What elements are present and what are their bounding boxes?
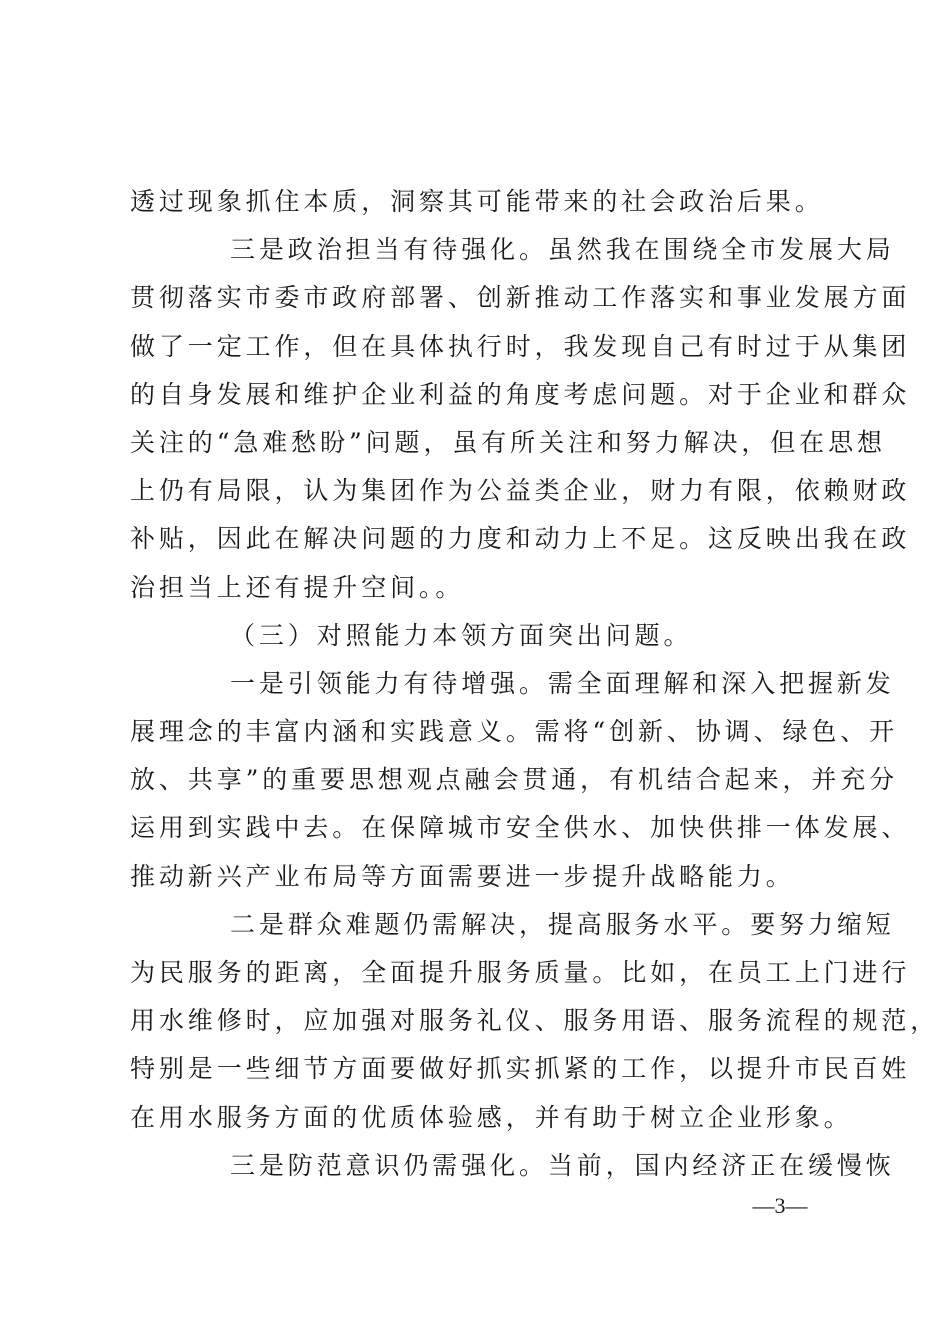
text-line: 为民服务的距离，全面提升服务质量。比如，在员工上门进行: [130, 958, 911, 987]
text-line: 做了一定工作，但在具体执行时，我发现自己有时过于从集团: [130, 331, 911, 361]
text-line: 运用到实践中去。在保障城市安全供水、加快供排一体发展、: [130, 813, 911, 843]
text-line: 放、共享”的重要思想观点融会贯通，有机结合起来，并充分: [130, 765, 899, 795]
text-line: 的自身发展和维护企业利益的角度考虑问题。对于企业和群众: [130, 379, 911, 409]
text-line: 用水维修时，应加强对服务礼仪、服务用语、服务流程的规范，: [130, 1006, 940, 1036]
text-line: 贯彻落实市委市政府部署、创新推动工作落实和事业发展方面: [130, 283, 911, 313]
text-line: 展理念的丰富内涵和实践意义。需将“创新、协调、绿色、开: [130, 717, 899, 747]
section-heading: （三）对照能力本领方面突出问题。: [230, 620, 693, 650]
paragraph-start-line: 二是群众难题仍需解决，提高服务水平。要努力缩短: [230, 909, 895, 939]
text-line: 关注的“急难愁盼”问题，虽有所关注和努力解决，但在思想: [130, 427, 886, 457]
text-line: 特别是一些细节方面要做好抓实抓紧的工作，以提升市民百姓: [130, 1054, 911, 1084]
text-line: 上仍有局限，认为集团作为公益类企业，财力有限，依赖财政: [130, 476, 911, 506]
page-number: —3—: [752, 1193, 808, 1218]
paragraph-start-line: 三是政治担当有待强化。虽然我在围绕全市发展大局: [230, 235, 895, 265]
text-line: 推动新兴产业布局等方面需要进一步提升战略能力。: [130, 861, 795, 891]
text-line: 透过现象抓住本质，洞察其可能带来的社会政治后果。: [130, 187, 824, 216]
paragraph-start-line: 三是防范意识仍需强化。当前，国内经济正在缓慢恢: [230, 1150, 895, 1180]
text-line: 在用水服务方面的优质体验感，并有助于树立企业形象。: [130, 1102, 853, 1132]
paragraph-start-line: 一是引领能力有待增强。需全面理解和深入把握新发: [230, 668, 895, 698]
text-line: 治担当上还有提升空间。。: [130, 572, 465, 602]
body-text: [130, 178, 940, 1190]
text-line: 补贴，因此在解决问题的力度和动力上不足。这反映出我在政: [130, 524, 911, 554]
